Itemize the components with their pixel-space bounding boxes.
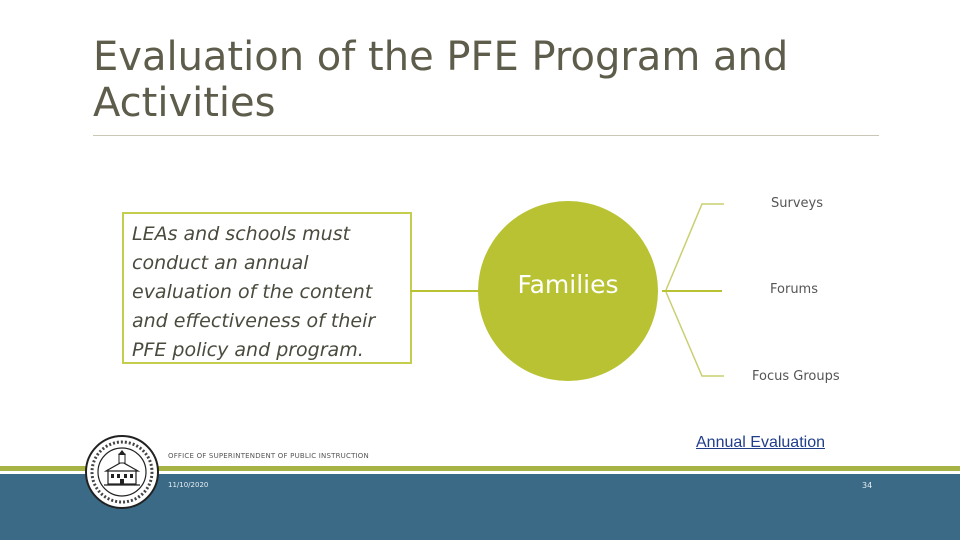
branch-label-surveys: Surveys	[771, 196, 823, 211]
focus-groups-branch-line	[666, 292, 724, 376]
office-name: OFFICE OF SUPERINTENDENT OF PUBLIC INSTRUCTION	[168, 452, 369, 460]
branch-label-forums: Forums	[770, 282, 818, 297]
ospi-seal-logo	[84, 434, 160, 510]
branch-label-focus-groups: Focus Groups	[752, 369, 840, 384]
slide-title: Evaluation of the PFE Program and Activities	[93, 34, 789, 126]
page-number: 34	[862, 481, 873, 490]
requirement-text-box: LEAs and schools must conduct an annual evaluation of the content and effectiveness of their PFE policy and program.	[122, 212, 412, 364]
center-node-label: Families	[517, 270, 619, 299]
annual-evaluation-link[interactable]: Annual Evaluation	[696, 434, 825, 451]
surveys-branch-line	[666, 204, 724, 290]
slide-date: 11/10/2020	[168, 481, 209, 489]
